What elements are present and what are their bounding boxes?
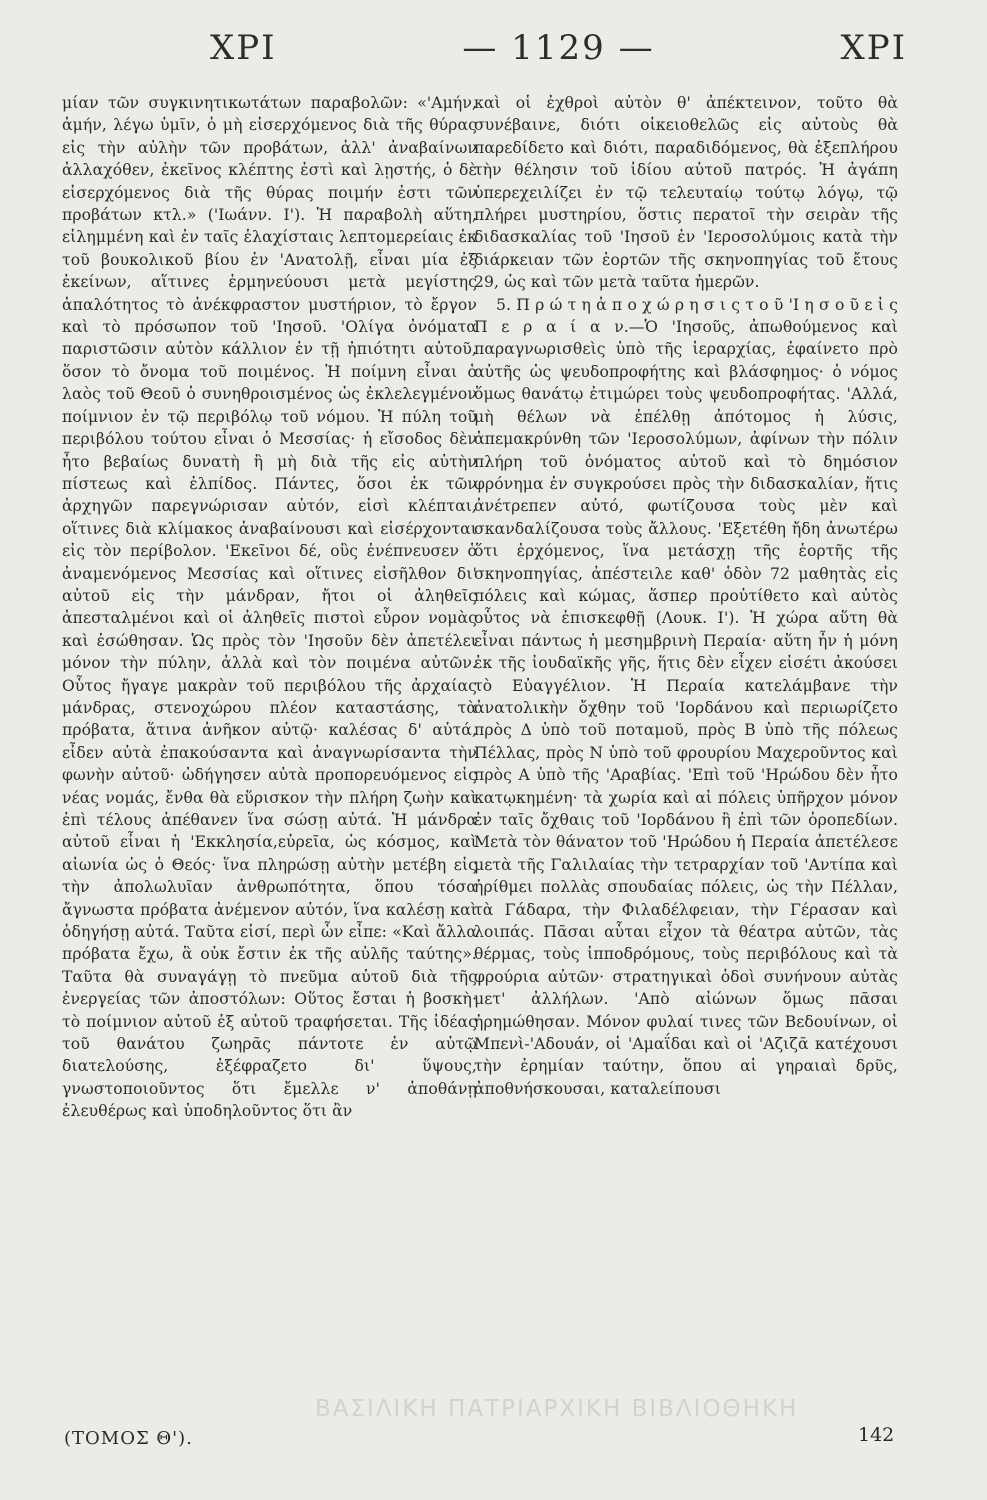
right-paragraph-1: καὶ οἱ ἐχθροὶ αὐτὸν θ' ἀπέκτεινον, τοῦτο θὰ συνέβαινε, διότι οἰκειοθελῶς εἰς αὐτοὺς θὰ παρεδίδετο καὶ διότι, παραδιδόμενος, θὰ ἐξεπλήρου τὴν θέλησιν τοῦ ἰδίου αὐτοῦ πατρός. Ἡ ἀγάπη ὑπερεχειλίζει ἐν τῷ τελευταίῳ τούτῳ λόγῳ, τῷ πλήρει μυστηρίου, ὅστις περατοῖ τὴν σειρὰν τῆς διδασκαλίας τοῦ 'Ιησοῦ ἐν 'Ιεροσολύμοις κατὰ τὴν διάρκειαν τῶν ἑορτῶν τῆς σκηνοπηγίας τοῦ ἔτους 29, ὡς καὶ τῶν μετὰ ταῦτα ἡμερῶν. xyxy=(474,94,898,292)
right-paragraph-2: 5. Π ρ ώ τ η ἀ π ο χ ώ ρ η σ ι ς τ ο ῦ 'Ι η σ ο ῦ ε ἰ ς Π ε ρ α ί α ν.—Ὁ 'Ιησοῦς, ἀπωθούμενος καὶ παραγνωρισθεὶς ὑπὸ τῆς ἱεραρχίας, ἐφαίνετο πρὸ αὐτῆς ὡς ψευδοπροφήτης καὶ βλάσφημος· ὁ νόμος ὅμως θανάτῳ ἐτιμώρει τοὺς ψευδοπροφήτας. 'Αλλά, μὴ θέλων νὰ ἐπέλθῃ ἀπότομος ἡ λύσις, ἀπεμακρύνθη τῶν 'Ιεροσολύμων, ἀφίνων τὴν πόλιν πλήρη τοῦ ὀνόματος αὐτοῦ καὶ τὸ δημόσιον φρόνημα ἐν συγκρούσει πρὸς τὴν διδασκαλίαν, ἥτις ἀνέτρεπεν αὐτό, φωτίζουσα τοὺς μὲν καὶ σκανδαλίζουσα τοὺς ἄλλους. 'Εξετέθη ἤδη ἀνωτέρω ὅτι ἐρχόμενος, ἵνα μετάσχῃ τῆς ἑορτῆς τῆς σκηνοπηγίας, ἀπέστειλε καθ' ὁδὸν 72 μαθητὰς εἰς πόλεις καὶ κώμας, ἅσπερ προὐτίθετο καὶ αὐτὸς οὗτος νὰ ἐπισκεφθῇ (Λουκ. Ι'). Ἡ χώρα αὕτη θὰ εἶναι πάντως ἡ μεσημβρινὴ Περαία· αὕτη ἦν ἡ μόνη ἐκ τῆς ἰουδαϊκῆς γῆς, ἥτις δὲν εἶχεν εἰσέτι ἀκούσει τὸ Εὐαγγέλιον. Ἡ Περαία κατελάμβανε τὴν ἀνατολικὴν ὄχθην τοῦ 'Ιορδάνου καὶ περιωρίζετο πρὸς Δ ὑπὸ τοῦ ποταμοῦ, πρὸς Β ὑπὸ τῆς πόλεως Πέλλας, πρὸς Ν ὑπὸ τοῦ φρουρίου Μαχεροῦντος καὶ πρὸς Α ὑπὸ τῆς 'Αραβίας. 'Επὶ τοῦ 'Ηρώδου δὲν ἦτο κατῳκημένη· τὰ χωρία καὶ αἱ πόλεις ὑπῆρχον μόνον ἐν ταῖς ὄχθαις τοῦ 'Ιορδάνου ἢ ἐπὶ τῶν ὀροπεδίων. Μετὰ τὸν θάνατον τοῦ 'Ηρώδου ἡ Περαία ἀπετέλεσε μετὰ τῆς Γαλιλαίας τὴν τετραρχίαν τοῦ 'Αντίπα καὶ ἠρίθμει πολλὰς σπουδαίας πόλεις, ὡς τὴν Πέλλαν, τὰ Γάδαρα, τὴν Φιλαδέλφειαν, τὴν Γέρασαν καὶ λοιπάς. Πᾶσαι αὗται εἶχον τὰ θέατρα αὐτῶν, τὰς θέρμας, τοὺς ἱπποδρόμους, τοὺς περιβόλους καὶ τὰ φρούρια αὐτῶν· στρατηγικαὶ ὁδοὶ συνήνουν αὐτὰς μετ' ἀλλήλων. 'Απὸ αἰώνων ὅμως πᾶσαι ἠρημώθησαν. Μόνον φυλαί τινες τῶν Βεδουίνων, οἱ Μπενὶ-'Αδουάν, οἱ 'Αμαΐδαι καὶ οἱ 'Αζιζᾶ κατέχουσι τὴν ἐρημίαν ταύτην, ὅπου αἱ γηραιαὶ δρῦς, ἀποθνήσκουσαι, καταλείπουσι xyxy=(474,295,898,1098)
volume-label: (ΤΟΜΟΣ Θ'). xyxy=(64,1428,193,1449)
signature-mark: 142 xyxy=(858,1424,895,1446)
running-header xyxy=(60,18,927,78)
header-right-keyword: ΧΡΙ xyxy=(840,28,907,68)
right-column xyxy=(474,92,898,1100)
left-column-text: μίαν τῶν συγκινητικωτάτων παραβολῶν: «'Αμήν, ἀμήν, λέγω ὑμῖν, ὁ μὴ εἰσερχόμενος διὰ τῆς θύρας εἰς τὴν αὐλὴν τῶν προβάτων, ἀλλ' ἀναβαίνων ἀλλαχόθεν, ἐκεῖνος κλέπτης ἐστὶ καὶ λῃστής, ὁ δὲ εἰσερχόμενος διὰ τῆς θύρας ποιμήν ἐστι τῶν προβάτων κτλ.» ('Ιωάνν. Ι'). Ἡ παραβολὴ αὕτη, εἰλημμένη καὶ ἐν ταῖς ἐλαχίσταις λεπτομερείαις ἐκ τοῦ βουκολικοῦ βίου ἐν 'Ανατολῇ, εἶναι μία ἐξ ἐκείνων, αἵτινες ἑρμηνεύουσι μετὰ μεγίστης ἁπαλότητος τὸ ἀνέκφραστον μυστήριον, τὸ ἔργον καὶ τὸ πρόσωπον τοῦ 'Ιησοῦ. 'Ολίγα ὀνόματα παριστῶσιν αὐτὸν κάλλιον ἐν τῇ ἠπιότητι αὐτοῦ, ὅσον τὸ ὄνομα τοῦ ποιμένος. Ἡ ποίμνη εἶναι ὁ λαὸς τοῦ Θεοῦ ὁ συνηθροισμένος ὡς ἐκλελεγμένον ποίμνιον ἐν τῷ περιβόλῳ τοῦ νόμου. Ἡ πύλη τοῦ περιβόλου τούτου εἶναι ὁ Μεσσίας· ἡ εἴσοδος δὲν ἦτο βεβαίως δυνατὴ ἢ μὴ διὰ τῆς εἰς αὐτὴν πίστεως καὶ ἐλπίδος. Πάντες, ὅσοι ἐκ τῶν ἀρχηγῶν παρεγνώρισαν αὐτόν, εἰσὶ κλέπται, οἵτινες διὰ κλίμακος ἀναβαίνουσι καὶ εἰσέρχονται εἰς τὸν περίβολον. 'Εκεῖνοι δέ, οὓς ἐνέπνευσεν ὁ ἀναμενόμενος Μεσσίας καὶ οἵτινες εἰσῆλθον δι' αὐτοῦ εἰς τὴν μάνδραν, ἤτοι οἱ ἀληθεῖς ἀπεσταλμένοι καὶ οἱ ἀληθεῖς πιστοὶ εὗρον νομὰς καὶ ἐσώθησαν. Ὡς πρὸς τὸν 'Ιησοῦν δὲν ἀπετέλει μόνον τὴν πύλην, ἀλλὰ καὶ τὸν ποιμένα αὐτῶν. Οὗτος ἤγαγε μακρὰν τοῦ περιβόλου τῆς ἀρχαίας μάνδρας, στενοχώρου πλέον καταστάσης, τὰ πρόβατα, ἅτινα ἀνῆκον αὐτῷ· καλέσας δ' αὐτά, εἶδεν αὐτὰ ἐπακούσαντα καὶ ἀναγνωρίσαντα τὴν φωνὴν αὐτοῦ· ὡδήγησεν αὐτὰ προπορευόμενος εἰς νέας νομάς, ἔνθα θὰ εὕρισκον τὴν πλήρη ζωὴν καὶ ἐπὶ τέλους ἀπέθανεν ἵνα σώσῃ αὐτά. Ἡ μάνδρα αὐτοῦ εἶναι ἡ 'Εκκλησία,εὐρεῖα, ὡς κόσμος, καὶ αἰωνία ὡς ὁ Θεός· ἵνα πληρώσῃ αὐτὴν μετέβη εἰς τὴν ἀπολωλυῖαν ἀνθρωπότητα, ὅπου τόσα ἄγνωστα πρόβατα ἀνέμενον αὐτόν, ἵνα καλέσῃ καὶ ὁδηγήσῃ αὐτά. Ταῦτα εἰσί, περὶ ὧν εἶπε: «Καὶ ἄλλα πρόβατα ἔχω, ἃ οὐκ ἔστιν ἐκ τῆς αὐλῆς ταύτης». Ταῦτα θὰ συναγάγῃ τὸ πνεῦμα αὐτοῦ διὰ τῆς ἐνεργείας τῶν ἀποστόλων: Οὕτος ἔσται ἡ βοσκὴ· τὸ ποίμνιον αὐτοῦ ἐξ αὐτοῦ τραφήσεται. Τῆς ἰδέας τοῦ θανάτου ζωηρᾶς πάντοτε ἐν αὐτῷ διατελούσης, ἐξέφραζετο δι' ὕψους, γνωστοποιοῦντος ὅτι ἔμελλε ν' ἀποθάνῃ ἐλευθέρως καὶ ὑποδηλοῦντος ὅτι ἂν xyxy=(62,94,477,1121)
library-watermark: ΒΑΣΙΛΙΚΗ ΠΑΤΡΙΑΡΧΙΚΗ ΒΙΒΛΙΟΘΗΚΗ xyxy=(315,1396,799,1422)
page-number: — 1129 — xyxy=(462,28,655,68)
header-left-keyword: ΧΡΙ xyxy=(210,28,277,68)
left-column xyxy=(62,92,477,1123)
